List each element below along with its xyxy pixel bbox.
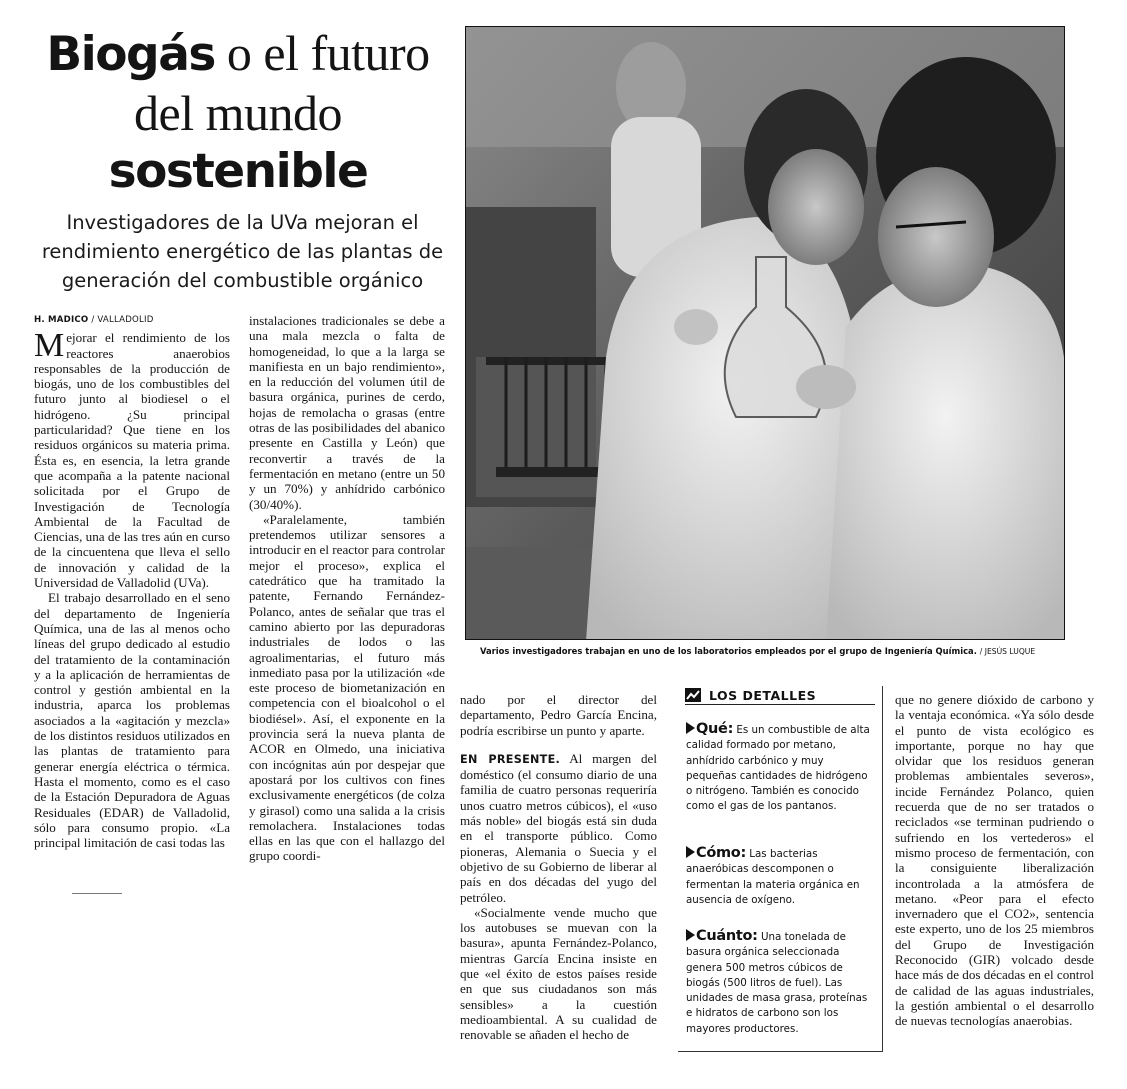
sidebar-title: LOS DETALLES <box>709 688 817 703</box>
article-column-3 <box>460 692 657 1043</box>
arrow-right-icon <box>686 722 695 734</box>
photo-credit: / JESÚS LUQUE <box>979 647 1036 656</box>
article-paragraph-1 <box>34 327 230 591</box>
sidebar-item-text: Una tonelada de basura orgánica seleccionada genera 500 metros cúbicos de biogás (500 litros de fuel). Las unidades de masa grasa, proteínas e hidratos de carbono son los mayores productores. <box>686 931 868 1035</box>
headline-line-3: sostenible <box>108 144 368 199</box>
subheadline: Investigadores de la UVa mejoran el rendimiento energético de las plantas de generación del combustible orgánico <box>41 211 444 292</box>
article-column-4 <box>895 692 1094 1029</box>
sidebar-item-text: Las bacterias anaeróbicas descomponen o fermentan la materia orgánica en ausencia de oxígeno. <box>686 848 860 906</box>
headline-rest: o el futuro <box>226 25 430 81</box>
byline <box>34 313 230 328</box>
section-heading-en-presente: EN PRESENTE. <box>460 752 561 766</box>
sidebar-header <box>685 686 875 705</box>
details-sidebar <box>678 686 883 1052</box>
sidebar-item-cuanto <box>686 929 876 1037</box>
article-paragraph-2: El trabajo desarrollado en el seno del departamento de Ingeniería Química, una de las al menos ocho líneas del grupo dedicado al estudio del tratamiento de la contaminación y a la aplicación de herramientas de control y gestión ambiental en la industria, aparca los problemas asociados a la «agitación y mezcla» de los distintos residuos utilizados en las plantas de tratamiento para generar energía eléctrica o térmica. Hasta el momento, como es el caso de la Estación Depuradora de Aguas Residuales (EDAR) de Valladolid, sólo para consumo propio. «La principal limitación de casi todas las <box>34 590 230 851</box>
lab-photo-illustration <box>466 27 1065 640</box>
paragraph-6-text: Al margen del doméstico (el consumo diario de una familia de cuatro personas requeriría unos cuatro metros cúbicos), el «uso más noble» del biogás está sin duda en el transporte público. Como pioneras, Alemania o Suecia y el objetivo de su Gobierno de liberar al país en dos décadas del yugo del petróleo. <box>460 750 657 905</box>
sidebar-item-que <box>686 722 876 815</box>
article-column-2 <box>249 313 445 864</box>
arrow-right-icon <box>686 929 695 941</box>
photo-caption-text: Varios investigadores trabajan en uno de los laboratorios empleados por el grupo de Ingeniería Química. <box>480 646 977 656</box>
article-paragraph-3: instalaciones tradicionales se debe a una mala mezcla o falta de homogeneidad, lo que a la larga se manifiesta en un bajo rendimiento», en la reducción del volumen útil de basura orgánica, purines de cerdo, hojas de remolacha o grasas (entre otras de las posibilidades del abanico presente en Castilla y León) que reconvertir a través de la fermentación en metano (entre un 50 y un 70%) y anhídrido carbónico (30/40%). <box>249 313 445 512</box>
paragraph-1-text: ejorar el rendimiento de los reactores anaerobios responsables de la producción de biogás, uno de los combustibles del futuro junto al biodiesel o el hidrógeno. ¿Su principal particularidad? Que tiene en los residuos orgánicos su materia prima. Ésta es, en esencia, la letra grande que acompaña a la patente nacional solicitada por el Grupo de Investigación de Tecnología Ambiental de la Facultad de Ciencias, una de las tres aún en curso de la cincuentena que lleva el sello de innovación y calidad de la Universidad de Valladolid (UVa). <box>34 330 230 591</box>
headline-bold-word: Biogás <box>46 27 215 82</box>
sidebar-item-label: Cuánto: <box>696 928 758 944</box>
byline-location: / VALLADOLID <box>91 315 154 325</box>
article-paragraph-6 <box>460 751 657 905</box>
article-paragraph-7: «Socialmente vende mucho que los autobuses se muevan con la basura», apunta Fernández-Polanco, mientras García Encina insiste en que «el éxito de estos países reside en que sus ciudadanos son más sensibles» a la cuestión medioambiental. A su cualidad de renovable se añaden el hecho de <box>460 904 657 1043</box>
photo-caption <box>480 646 1080 656</box>
sidebar-item-text: Es un combustible de alta calidad formado por metano, anhídrido carbónico y muy pequeñas cantidades de hidrógeno o nitrógeno. También es conocido como el gas de los pantanos. <box>686 724 870 813</box>
arrow-right-icon <box>686 846 695 858</box>
sidebar-item-como <box>686 846 876 908</box>
chart-trend-icon <box>685 688 701 702</box>
headline <box>28 25 448 208</box>
sidebar-item-label: Qué: <box>696 721 734 737</box>
article-column-1 <box>34 313 230 850</box>
article-paragraph-8: que no genere dióxido de carbono y la ventaja económica. «Ya sólo desde el punto de vista ecológico es importante, porque no hay que olvidar que los residuos generan problemas ambientales severos», incide Fernández Polanco, quien recuerda que de no ser tratados o reciclados «se terminan pudriendo o sufriendo en los vertederos» el mismo proceso de fermentación, con la consiguiente liberalización incontrolada a la atmósfera de metano. «Peor para el efecto invernadero que el CO2», sentencia este experto, uno de los 25 miembros del Grupo de Investigación Reconocido (GIR) volcado desde hace más de dos décadas en el control de calidad de las aguas industriales, la gestión ambiental o el desarrollo de nuevas tecnologías anaerobias. <box>895 692 1094 1029</box>
sidebar-item-label: Cómo: <box>696 845 746 861</box>
headline-line-1 <box>28 25 448 88</box>
headline-line-2: del mundo <box>134 85 342 141</box>
lab-photo <box>465 26 1065 640</box>
article-paragraph-4: «Paralelamente, también pretendemos utilizar sensores a introducir en el reactor para controlar mejor el proceso», explica el catedrático que ha tramitado la patente, Fernando Fernández-Polanco, antes de señalar que tras el camino abierto por las depuradoras industriales de lodos o las agroalimentarias, el futuro más inmediato pasa por la utilización «de este proceso de biometanización en competencia con el bioalcohol o el biodiésel». Así, el exponente en la provincia será la nueva planta de ACOR en Olmedo, una iniciativa con incógnitas aún por despejar que apostará por los cultivos con fines exclusivamente energéticos (de colza y girasol) como una salida a la crisis remolachera. Instalaciones todas ellas en las que con el hallazgo del grupo coordi- <box>249 511 445 864</box>
article-paragraph-5: nado por el director del departamento, Pedro García Encina, podría escribirse un punto y aparte. <box>460 692 657 738</box>
byline-name: H. MADICO <box>34 315 89 325</box>
drop-cap: M <box>34 327 65 365</box>
column-end-rule <box>72 893 122 894</box>
